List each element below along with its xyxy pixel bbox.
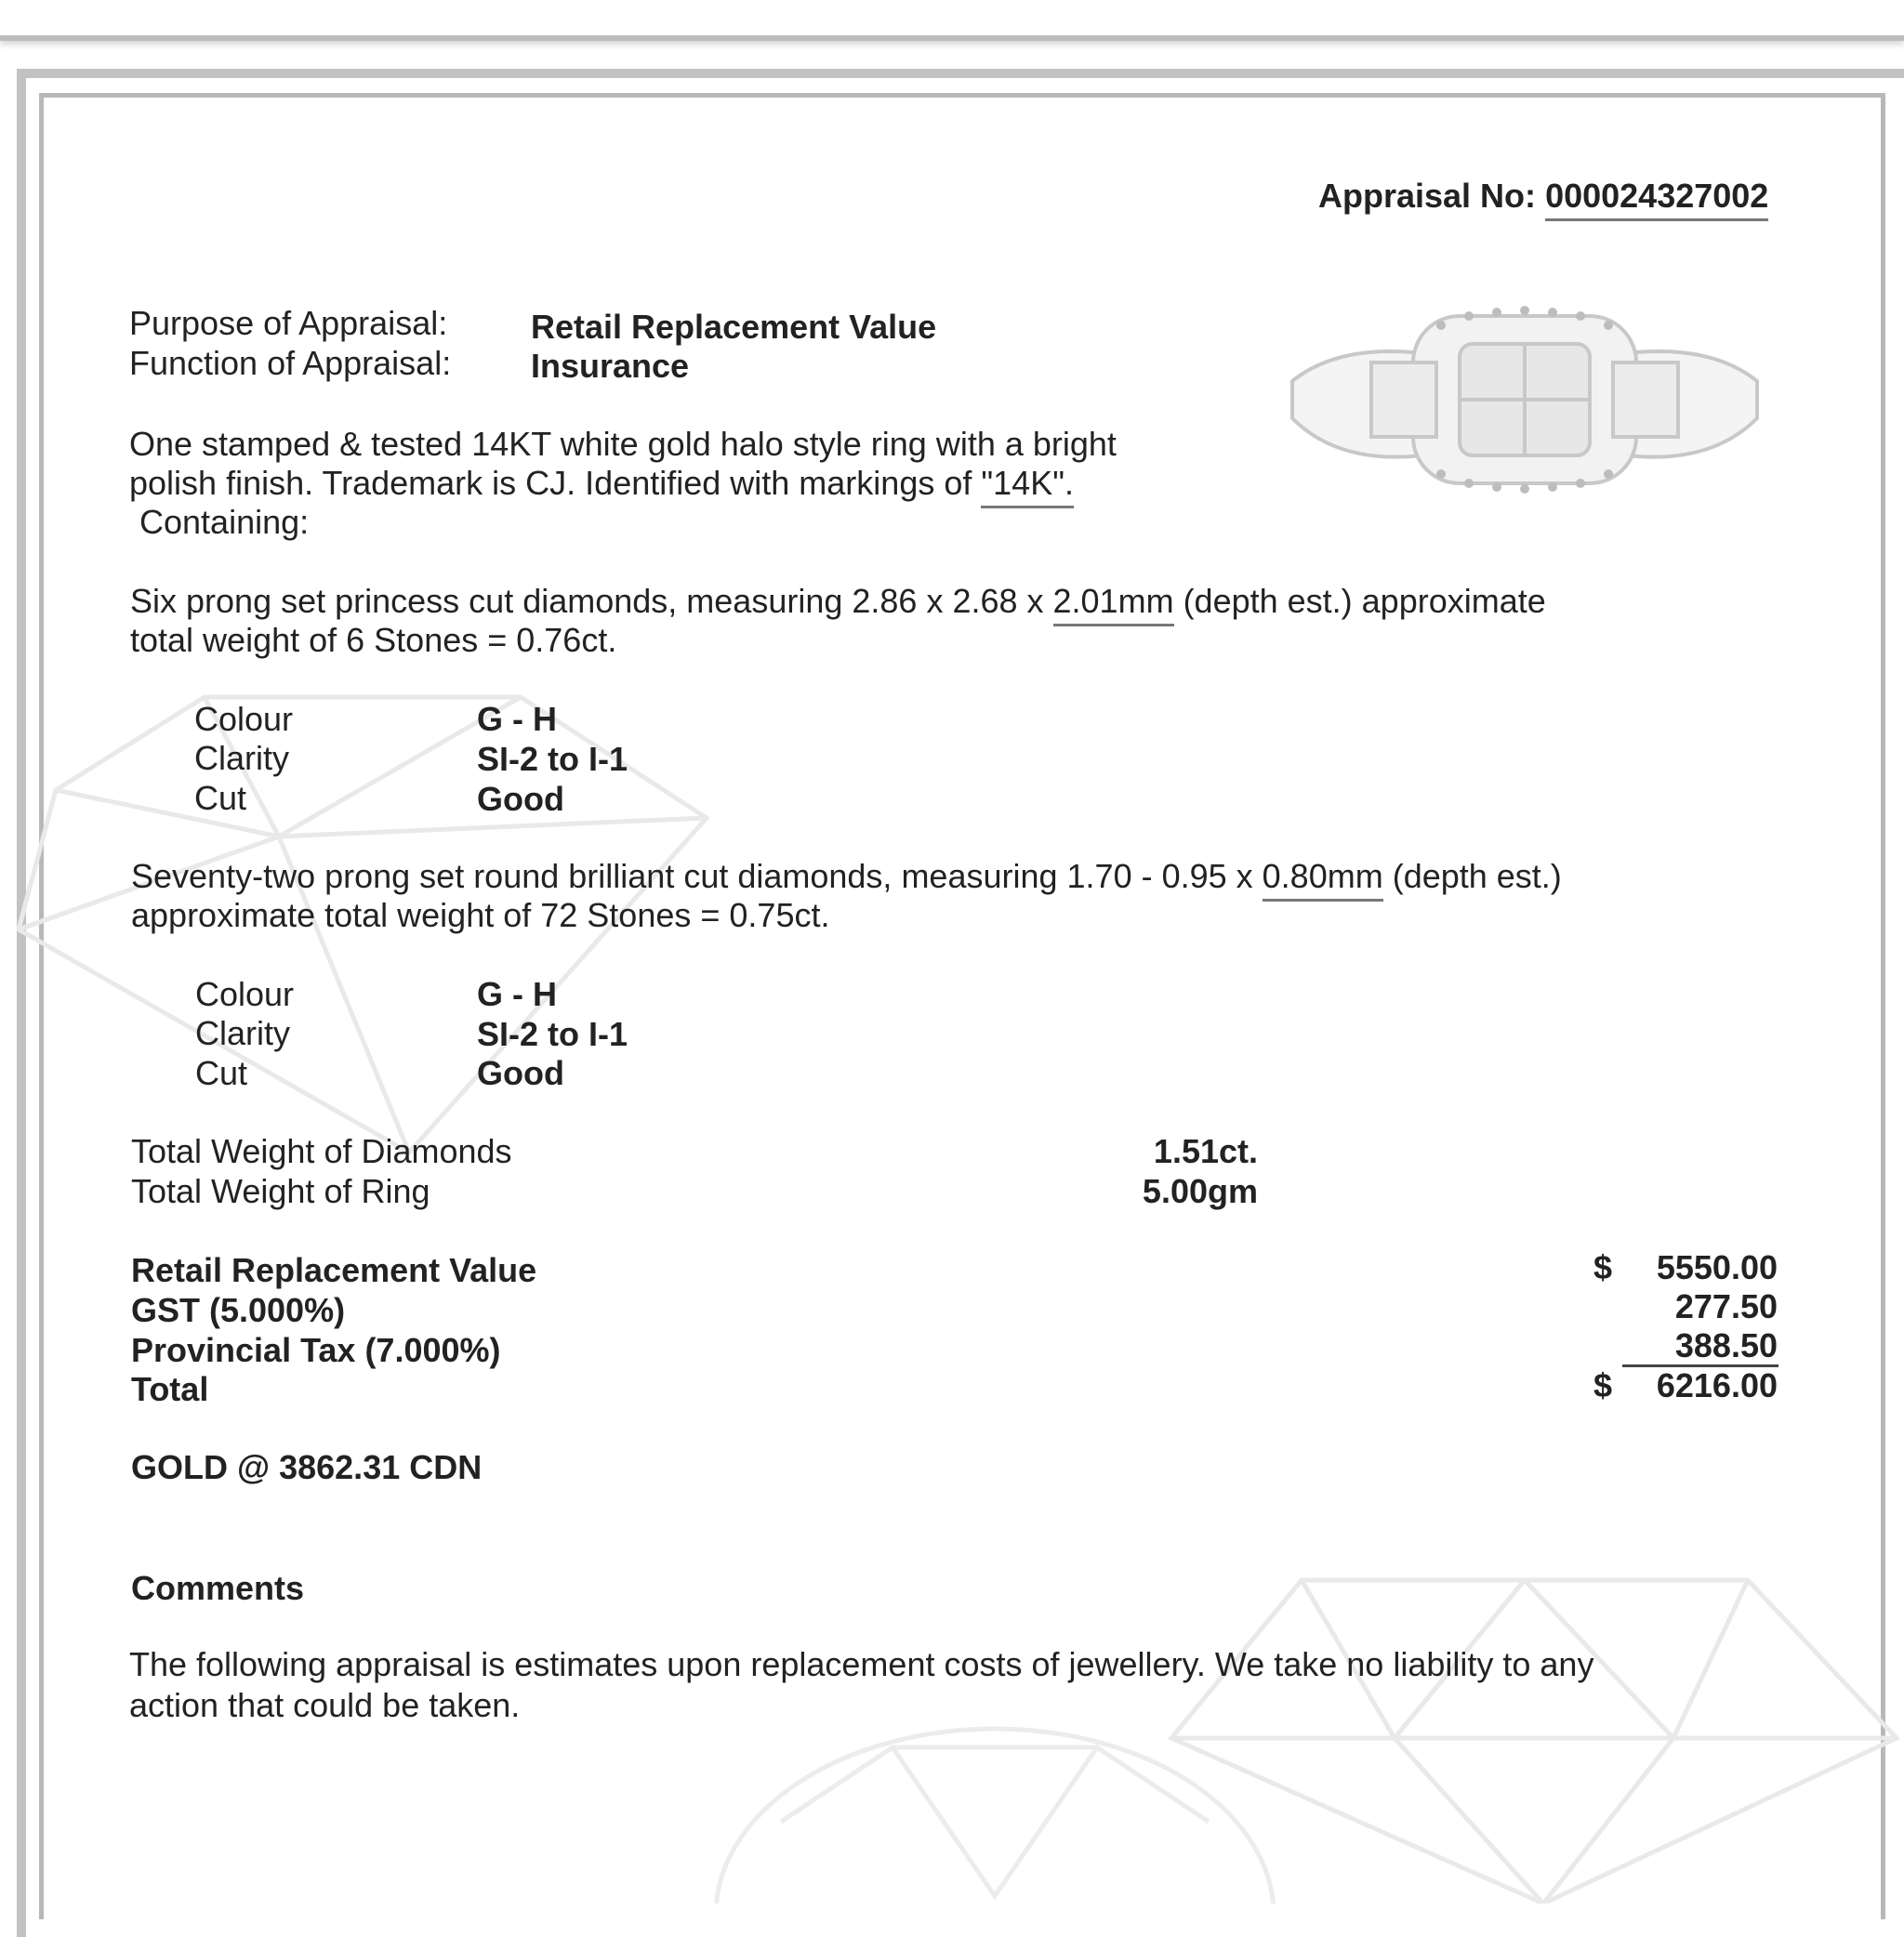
stone2-clarity: SI-2 to I-1 bbox=[477, 1015, 628, 1053]
marking-value: "14K". bbox=[981, 464, 1074, 508]
gst-label: GST (5.000%) bbox=[131, 1291, 346, 1329]
stone1-cut-label: Cut bbox=[194, 779, 247, 817]
description-line-3: Containing: bbox=[139, 503, 310, 541]
stone1-line-1-text: Six prong set princess cut diamonds, measuring 2.86 x 2.68 x bbox=[130, 582, 1053, 620]
stone2-line-1-tail: (depth est.) bbox=[1382, 857, 1562, 895]
gst-value: 277.50 bbox=[1674, 1287, 1778, 1325]
gold-price: GOLD @ 3862.31 CDN bbox=[131, 1448, 483, 1486]
description-line-1: One stamped & tested 14KT white gold halo style ring with a bright bbox=[129, 425, 1117, 463]
stone1-cut: Good bbox=[477, 780, 564, 818]
function-value: Insurance bbox=[531, 347, 690, 385]
retail-value: 5550.00 bbox=[1656, 1248, 1778, 1286]
total-value: 6216.00 bbox=[1656, 1366, 1778, 1404]
stone1-line-1 bbox=[130, 582, 1546, 621]
diamond-weight: 1.51ct. bbox=[1153, 1132, 1258, 1170]
stone2-cut-label: Cut bbox=[195, 1054, 248, 1092]
ring-weight-label: Total Weight of Ring bbox=[131, 1172, 430, 1210]
stone1-line-1-tail: (depth est.) approximate bbox=[1173, 582, 1546, 620]
appraisal-number-label: Appraisal No: bbox=[1318, 177, 1537, 215]
diamond-weight-label: Total Weight of Diamonds bbox=[131, 1132, 512, 1170]
stone1-line-2: total weight of 6 Stones = 0.76ct. bbox=[130, 621, 617, 659]
stone2-clarity-label: Clarity bbox=[195, 1014, 291, 1052]
stone1-depth: 2.01mm bbox=[1053, 582, 1174, 626]
stone2-depth: 0.80mm bbox=[1263, 857, 1383, 902]
purpose-label: Purpose of Appraisal: bbox=[129, 304, 448, 342]
total-currency: $ bbox=[1593, 1366, 1613, 1404]
ring-weight: 5.00gm bbox=[1142, 1172, 1258, 1210]
description-line-2 bbox=[129, 464, 1074, 503]
description-line-2-text: polish finish. Trademark is CJ. Identified with markings of bbox=[129, 464, 982, 502]
purpose-value: Retail Replacement Value bbox=[531, 308, 937, 346]
stone2-line-1-text: Seventy-two prong set round brilliant cut diamonds, measuring 1.70 - 0.95 x bbox=[131, 857, 1263, 895]
comments-line-2: action that could be taken. bbox=[129, 1686, 521, 1724]
comments-line-1: The following appraisal is estimates upon replacement costs of jewellery. We take no liability to any bbox=[129, 1645, 1594, 1683]
pst-value: 388.50 bbox=[1674, 1326, 1778, 1364]
stone1-colour-label: Colour bbox=[194, 700, 294, 738]
total-label: Total bbox=[131, 1370, 209, 1408]
stone2-line-2: approximate total weight of 72 Stones = 0.75ct. bbox=[131, 896, 830, 934]
comments-heading: Comments bbox=[131, 1569, 305, 1607]
stone2-line-1 bbox=[131, 857, 1562, 896]
appraisal-number bbox=[1318, 177, 1768, 216]
stone2-colour: G - H bbox=[477, 975, 557, 1013]
retail-value-label: Retail Replacement Value bbox=[131, 1251, 537, 1289]
pst-label: Provincial Tax (7.000%) bbox=[131, 1331, 501, 1369]
ring-photo bbox=[1283, 279, 1766, 520]
stone1-colour: G - H bbox=[477, 700, 557, 738]
function-label: Function of Appraisal: bbox=[129, 344, 452, 382]
appraisal-number-value: 000024327002 bbox=[1545, 177, 1768, 221]
retail-currency: $ bbox=[1593, 1248, 1613, 1286]
stone1-clarity: SI-2 to I-1 bbox=[477, 740, 628, 778]
stone2-cut: Good bbox=[477, 1054, 564, 1092]
page-top-edge bbox=[0, 0, 1904, 41]
stone2-colour-label: Colour bbox=[195, 975, 295, 1013]
stone1-clarity-label: Clarity bbox=[194, 739, 290, 777]
